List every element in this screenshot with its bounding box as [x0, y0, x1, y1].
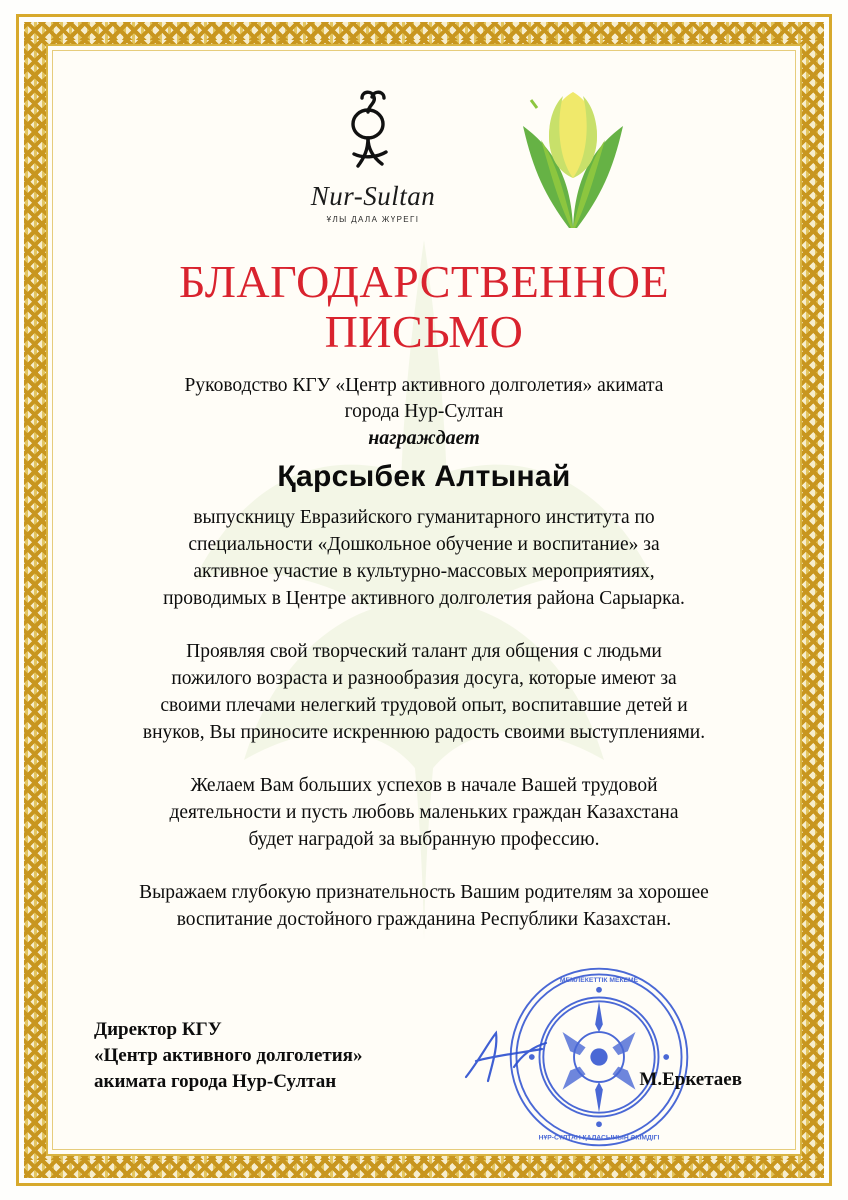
paragraph-1-line-4: проводимых в Центре активного долголетия района Сарыарка.: [163, 588, 685, 609]
nur-sultan-monogram-icon: [338, 88, 408, 174]
signer-name: М.Еркетаев: [639, 1069, 742, 1090]
page-title-line1: БЛАГОДАРСТВЕННОЕ: [178, 256, 670, 307]
logo-row: [88, 78, 760, 253]
paragraph-2-line-3: своими плечами нелегкий трудовой опыт, воспитавшие детей и: [160, 695, 688, 716]
paragraph-2-line-2: пожилого возраста и разнообразия досуга, которые имеют за: [171, 668, 677, 689]
signature-area: [88, 969, 760, 1142]
page-title: [88, 257, 760, 357]
paragraph-3-line-3: будет наградой за выбранную профессию.: [248, 829, 600, 850]
paragraph-1: [88, 504, 760, 612]
svg-text:МЕМЛЕКЕТТІК МЕКЕМЕ: МЕМЛЕКЕТТІК МЕКЕМЕ: [559, 977, 639, 985]
awards-word: награждает: [368, 427, 480, 449]
paragraph-4-line-1: Выражаем глубокую признательность Вашим родителям за хорошее: [139, 882, 709, 903]
certificate-content: [62, 60, 786, 1140]
paragraph-4: [88, 879, 760, 933]
paragraph-2-line-1: Проявляя свой творческий талант для общения с людьми: [186, 641, 662, 662]
city-tagline: ҰЛЫ ДАЛА ЖҮРЕГІ: [326, 215, 420, 224]
nur-sultan-logo: [283, 88, 463, 224]
paragraph-2-line-4: внуков, Вы приносите искреннюю радость своими выступлениями.: [142, 722, 706, 743]
paragraph-2: [88, 638, 760, 746]
signer-title-line-3: акимата города Нур-Султан: [94, 1071, 337, 1092]
intro-line-2: города Нур-Султан: [344, 401, 504, 422]
recipient-name: Қарсыбек Алтынай: [277, 460, 571, 493]
paragraph-3-line-2: деятельности и пусть любовь маленьких граждан Казахстана: [169, 802, 679, 823]
paragraph-1-line-2: специальности «Дошкольное обучение и воспитание» за: [188, 534, 660, 555]
paragraph-1-line-3: активное участие в культурно-массовых мероприятиях,: [193, 561, 655, 582]
page-title-line2: ПИСЬМО: [324, 306, 524, 357]
official-round-stamp-icon: [503, 961, 695, 1153]
paragraph-3: [88, 772, 760, 853]
svg-text:НҰР-СҰЛТАН ҚАЛАСЫНЫҢ ӘКІМДІГІ: НҰР-СҰЛТАН ҚАЛАСЫНЫҢ ӘКІМДІГІ: [538, 1134, 660, 1142]
signer-title-line-2: «Центр активного долголетия»: [94, 1045, 363, 1066]
intro-line-1: Руководство КГУ «Центр активного долголетия» акимата: [184, 375, 664, 396]
tulip-logo: [488, 78, 658, 233]
city-wordmark: Nur-Sultan: [310, 181, 436, 211]
intro-text: [88, 373, 760, 425]
paragraph-1-line-1: выпускницу Евразийского гуманитарного института по: [193, 507, 655, 528]
signer-title: [94, 1017, 362, 1095]
tulip-icon: [493, 78, 653, 228]
paragraph-3-line-1: Желаем Вам больших успехов в начале Вашей трудовой: [190, 775, 658, 796]
signer-title-line-1: Директор КГУ: [94, 1019, 222, 1040]
paragraph-4-line-2: воспитание достойного гражданина Республики Казахстан.: [176, 909, 672, 930]
